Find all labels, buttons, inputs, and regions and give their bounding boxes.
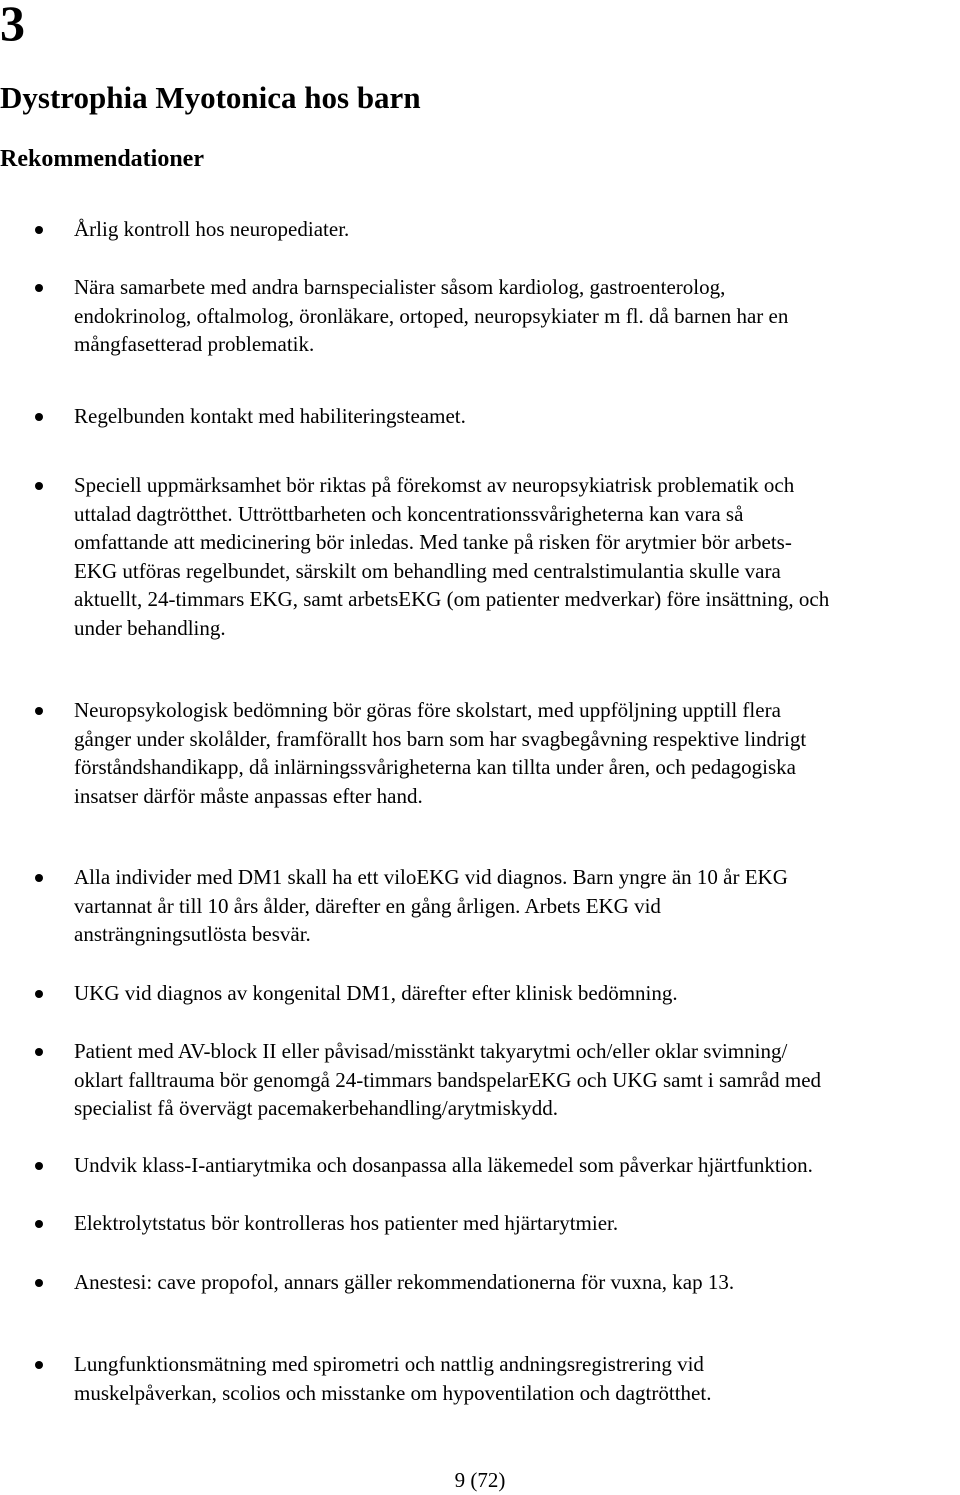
list-item-line: endokrinolog, oftalmolog, öronläkare, ortoped, neuropsykiater m fl. då barnen har en — [74, 303, 789, 328]
list-item — [74, 1350, 958, 1407]
bullet-icon — [35, 1162, 43, 1170]
list-item-line: omfattande att medicinering bör inledas. Med tanke på risken för arytmier bör arbets- — [74, 530, 792, 555]
bullet-icon — [35, 413, 43, 421]
list-item-line: UKG vid diagnos av kongenital DM1, därefter efter klinisk bedömning. — [74, 981, 678, 1005]
bullet-icon — [35, 1220, 43, 1228]
list-item-line: muskelpåverkan, scolios och misstanke om hypoventilation och dagtrötthet. — [74, 1380, 712, 1405]
bullet-icon — [35, 1048, 43, 1056]
list-item-line: Årlig kontroll hos neuropediater. — [74, 217, 350, 241]
list-item-line: Regelbunden kontakt med habiliteringsteamet. — [74, 404, 466, 428]
list-item-line: specialist få övervägt pacemakerbehandling/arytmiskydd. — [74, 1096, 558, 1121]
bullet-icon — [35, 1361, 43, 1369]
list-item — [74, 215, 958, 244]
list-item — [74, 863, 958, 949]
list-item — [74, 273, 958, 359]
list-item-line: aktuellt, 24-timmars EKG, samt arbetsEKG (om patienter medverkar) före insättning, och — [74, 587, 830, 612]
bullet-icon — [35, 874, 43, 882]
bullet-icon — [35, 707, 43, 715]
list-item — [74, 1037, 958, 1123]
list-item-line: uttalad dagtrötthet. Uttröttbarheten och koncentrationssvårigheterna kan vara så — [74, 501, 744, 526]
list-item-line: oklart falltrauma bör genomgå 24-timmars bandspelarEKG och UKG samt i samråd med — [74, 1067, 822, 1092]
list-item-line: under behandling. — [74, 615, 226, 640]
list-item — [74, 1209, 958, 1238]
list-item-line: Patient med AV-block II eller påvisad/misstänkt takyarytmi och/eller oklar svimning/ — [74, 1039, 788, 1063]
list-item-line: Speciell uppmärksamhet bör riktas på förekomst av neuropsykiatrisk problematik och — [74, 473, 795, 497]
list-item-line: Elektrolytstatus bör kontrolleras hos patienter med hjärtarytmier. — [74, 1211, 619, 1235]
list-item-line: Lungfunktionsmätning med spirometri och nattlig andningsregistrering vid — [74, 1352, 704, 1376]
list-item — [74, 402, 958, 431]
list-item — [74, 696, 958, 810]
list-item — [74, 979, 958, 1008]
list-item — [74, 1151, 958, 1180]
page-title: Dystrophia Myotonica hos barn — [0, 80, 421, 115]
bullet-icon — [35, 482, 43, 490]
list-item-line: insatser därför måste anpassas efter hand. — [74, 783, 423, 808]
list-item-line: Nära samarbete med andra barnspecialister såsom kardiolog, gastroenterolog, — [74, 275, 726, 299]
bullet-icon — [35, 226, 43, 234]
list-item-line: gånger under skolålder, framförallt hos barn som har svagbegåvning respektive lindrigt — [74, 726, 807, 751]
bullet-icon — [35, 990, 43, 998]
list-item — [74, 1268, 958, 1297]
list-item-line: EKG utföras regelbundet, särskilt om behandling med centralstimulantia skulle vara — [74, 558, 781, 583]
list-item-line: Alla individer med DM1 skall ha ett viloEKG vid diagnos. Barn yngre än 10 år EKG — [74, 865, 788, 889]
section-heading: Rekommendationer — [0, 146, 204, 172]
list-item-line: vartannat år till 10 års ålder, därefter en gång årligen. Arbets EKG vid — [74, 893, 661, 918]
list-item-line: Anestesi: cave propofol, annars gäller rekommendationerna för vuxna, kap 13. — [74, 1270, 735, 1294]
bullet-icon — [35, 284, 43, 292]
page-number: 9 (72) — [454, 1468, 506, 1492]
list-item-line: mångfasetterad problematik. — [74, 332, 315, 357]
list-item-line: ansträngningsutlösta besvär. — [74, 922, 311, 947]
bullet-icon — [35, 1279, 43, 1287]
list-item-line: Neuropsykologisk bedömning bör göras före skolstart, med uppföljning upptill flera — [74, 698, 781, 722]
list-item-line: förståndshandikapp, då inlärningssvårigheterna kan tillta under åren, och pedagogiska — [74, 755, 796, 780]
list-item-line: Undvik klass-I-antiarytmika och dosanpassa alla läkemedel som påverkar hjärtfunktion. — [74, 1153, 813, 1177]
chapter-number: 3 — [0, 0, 25, 51]
list-item — [74, 471, 958, 643]
